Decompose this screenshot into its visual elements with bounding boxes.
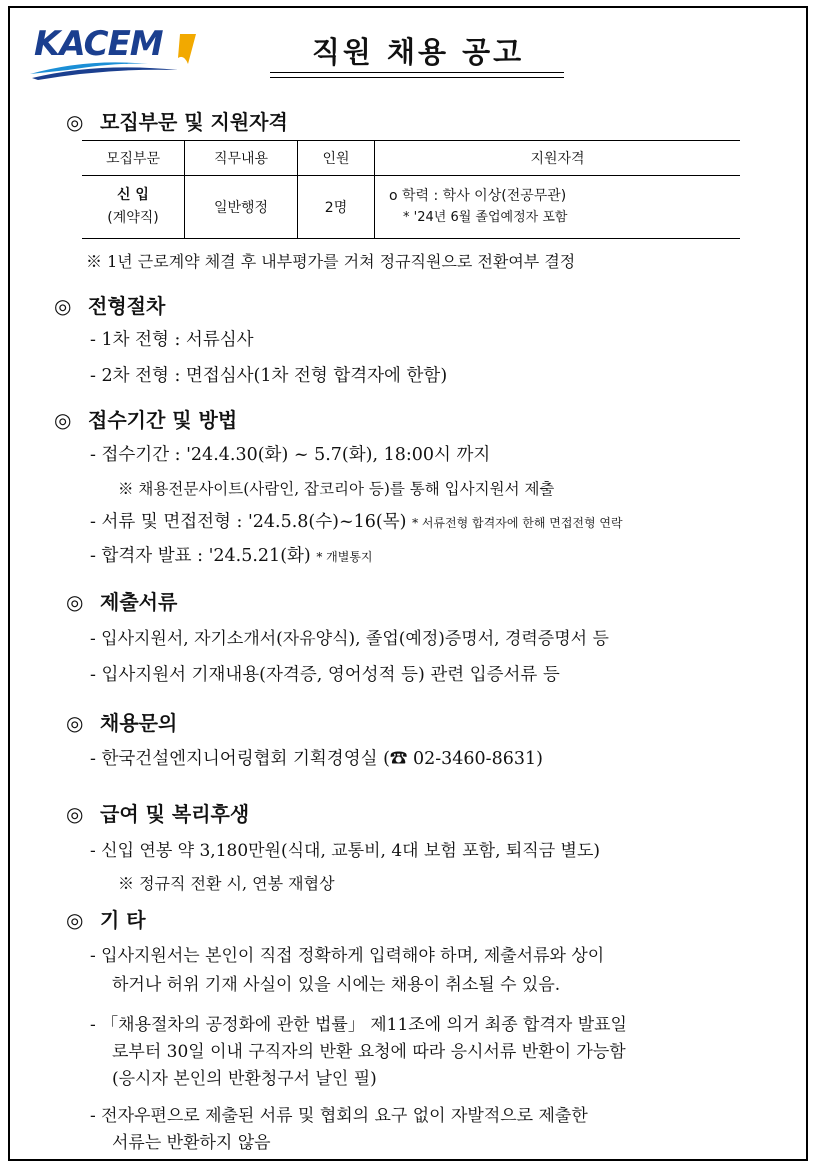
recruit-note: ※ 1년 근로계약 체결 후 내부평가를 거쳐 정규직원으로 전환여부 결정 <box>86 252 576 271</box>
process-item: - 1차 전형 : 서류심사 <box>90 330 254 350</box>
kacem-logo <box>28 24 200 80</box>
table-header: 직무내용 <box>185 141 298 176</box>
section-documents-heading: ◎ 제출서류 <box>66 590 178 614</box>
etc-item-cont: 하거나 허위 기재 사실이 있을 시에는 채용이 취소될 수 있음. <box>112 975 561 995</box>
period-item: - 서류 및 면접전형 : '24.5.8(수)~16(목) * 서류전형 합격자에 한해 면접전형 연락 <box>90 512 623 532</box>
inquiry-item: - 한국건설엔지니어링협회 기획경영실 (☎ 02-3460-8631) <box>90 749 543 769</box>
etc-item-cont: (응시자 본인의 반환청구서 날인 필) <box>112 1069 377 1089</box>
salary-item: - 신입 연봉 약 3,180만원(식대, 교통비, 4대 보험 포함, 퇴직금 별도) <box>90 841 601 861</box>
table-cell-division: 신 입 (계약직) <box>82 176 185 239</box>
etc-item: - 입사지원서는 본인이 직접 정확하게 입력해야 하며, 제출서류와 상이 <box>90 946 605 966</box>
section-etc-heading: ◎ 기 타 <box>66 908 146 932</box>
process-item: - 2차 전형 : 면접심사(1차 전형 합격자에 한함) <box>90 366 448 386</box>
documents-item: - 입사지원서 기재내용(자격증, 영어성적 등) 관련 입증서류 등 <box>90 665 560 685</box>
recruit-table <box>82 140 740 239</box>
table-header: 모집부문 <box>82 141 185 176</box>
period-item: - 접수기간 : '24.4.30(화) ~ 5.7(화), 18:00시 까지 <box>90 445 491 465</box>
etc-item-cont: 로부터 30일 이내 구직자의 반환 요청에 따라 응시서류 반환이 가능함 <box>112 1042 626 1062</box>
etc-item: - 「채용절차의 공정화에 관한 법률」 제11조에 의거 최종 합격자 발표일 <box>90 1015 627 1035</box>
table-header: 지원자격 <box>375 141 741 176</box>
table-header: 인원 <box>298 141 375 176</box>
section-period-heading: ◎ 접수기간 및 방법 <box>54 408 238 432</box>
title-underline <box>270 72 564 73</box>
section-process-heading: ◎ 전형절차 <box>54 294 166 318</box>
logo-swoosh-icon <box>28 24 200 80</box>
period-item-note: ※ 채용전문사이트(사람인, 잡코리아 등)를 통해 입사지원서 제출 <box>118 480 555 498</box>
section-recruit-heading: ◎ 모집부문 및 지원자격 <box>66 110 288 134</box>
page-title: 직원 채용 공고 <box>311 35 525 69</box>
documents-item: - 입사지원서, 자기소개서(자유양식), 졸업(예정)증명서, 경력증명서 등 <box>90 629 609 649</box>
section-inquiry-heading: ◎ 채용문의 <box>66 711 178 735</box>
table-cell-count: 2명 <box>298 176 375 239</box>
section-mark-icon: ◎ <box>66 110 84 134</box>
period-item: - 합격자 발표 : '24.5.21(화) * 개별통지 <box>90 546 373 566</box>
title-underline-2 <box>270 77 564 78</box>
logo-text: KACEM <box>34 24 163 64</box>
section-salary-heading: ◎ 급여 및 복리후생 <box>66 802 250 826</box>
table-cell-duty: 일반행정 <box>185 176 298 239</box>
etc-item-cont: 서류는 반환하지 않음 <box>112 1133 271 1153</box>
table-cell-qualification: o 학력 : 학사 이상(전공무관) * '24년 6월 졸업예정자 포함 <box>375 176 741 239</box>
salary-note: ※ 정규직 전환 시, 연봉 재협상 <box>118 874 335 893</box>
etc-item: - 전자우편으로 제출된 서류 및 협회의 요구 없이 자발적으로 제출한 <box>90 1106 588 1126</box>
